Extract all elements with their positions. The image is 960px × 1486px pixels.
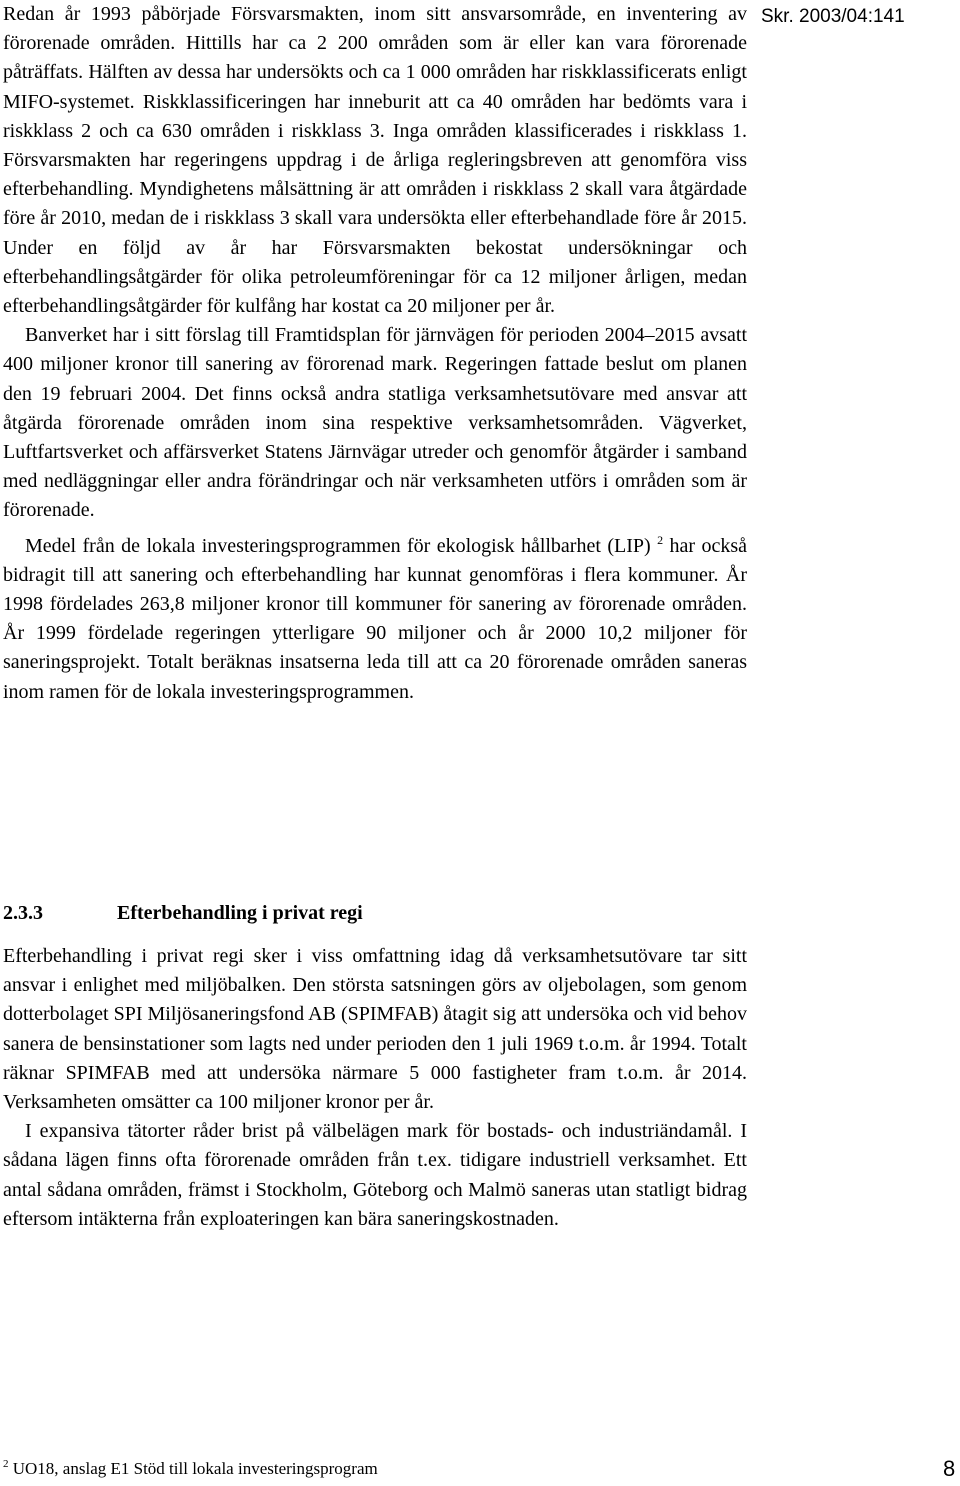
footnote-mark: 2 [3, 1458, 9, 1470]
lip-text-start: Medel från de lokala investeringsprogrammen för ekologisk hållbarhet (LIP) [25, 534, 651, 557]
paragraph-forsvarsmakten: Redan år 1993 påbörjade Försvarsmakten, inom sitt ansvarsområde, en inventering av förorenade områden. Hittills har ca 2 200 områden som är eller kan vara förorenade påträffats. Hälften av dessa har undersökts och ca 1 000 områden har riskklassificerats enligt MIFO-systemet. Riskklassificeringen har inneburit att ca 40 områden har bedömts vara i riskklass 2 och ca 630 områden i riskklass 3. Inga områden klassificerades i riskklass 1. Försvarsmakten har regeringens uppdrag i de årliga regleringsbreven att genomföra viss efterbehandling. Myndighetens målsättning är att områden i riskklass 2 skall vara åtgärdade före år 2010, medan de i riskklass 3 skall vara undersökta eller efterbehandlade före år 2015. Under en följd av år har Försvarsmakten bekostat undersökningar och efterbehandlingsåtgärder för olika petroleumföreningar för ca 12 miljoner årligen, medan efterbehandlingsåtgärder för kulfång har kostat ca 20 miljoner per år. [3, 3, 747, 318]
footnote-text: UO18, anslag E1 Stöd till lokala investeringsprogram [8, 1459, 378, 1478]
paragraph-privat-regi: Efterbehandling i privat regi sker i viss omfattning idag då verksamhetsutövare tar sitt ansvar i enlighet med miljöbalken. Den största satsningen görs av oljebolagen, som genom dotterbolaget SPI Miljösaneringsfond AB (SPIMFAB) åtagit sig att undersöka och vid behov sanera de bensinstationer som lagts ned under perioden den 1 juli 1969 t.o.m. år 1994. Totalt räknar SPIMFAB med att undersöka närmare 5 000 fastigheter fram t.o.m. år 2014. Verksamheten omsätter ca 100 miljoner kronor per år. [3, 945, 747, 1114]
footnote-reference: 2 [657, 532, 664, 547]
section-title: Efterbehandling i privat regi [117, 902, 363, 924]
section-number: 2.3.3 [3, 902, 43, 924]
footnote [3, 1452, 378, 1481]
main-body-text [3, 0, 747, 707]
paragraph-lip [3, 526, 747, 707]
lip-text-end: har också bidragit till att sanering och efterbehandling har kunnat genomföras i flera kommuner. År 1998 fördelades 263,8 miljoner kronor till kommuner för sanering av förorenade områden. År 1999 fördelade regeringen ytterligare 90 miljoner och år 2000 10,2 miljoner för saneringsprojekt. Totalt beräknas insatserna leda till att ca 20 förorenade områden saneras inom ramen för de lokala investeringsprogrammen. [3, 534, 748, 703]
paragraph-banverket: Banverket har i sitt förslag till Framtidsplan för järnvägen för perioden 2004–2015 avsatt 400 miljoner kronor till sanering av förorenad mark. Regeringen fattade beslut om planen den 19 februari 2004. Det finns också andra statliga verksamhetsutövare med ansvar att åtgärda förorenade områden inom sina respektive verksamhetsområden. Vägverket, Luftfartsverket och affärsverket Statens Järnvägar utreder och genomför åtgärder i samband med nedläggningar eller andra förändringar och när verksamheten utförs i områden som är förorenade. [3, 324, 747, 522]
paragraph-tatorter: I expansiva tätorter råder brist på välbelägen mark för bostads- och industriändamål. I sådana lägen finns ofta förorenade områden från t.ex. tidigare industriell verksamhet. Ett antal sådana områden, främst i Stockholm, Göteborg och Malmö saneras utan statligt bidrag eftersom intäkterna från exploateringen kan bära saneringskostnaden. [3, 1120, 747, 1230]
section-body-text [3, 942, 747, 1234]
section-heading [3, 898, 363, 928]
document-reference: Skr. 2003/04:141 [761, 6, 905, 27]
page-number: 8 [943, 1456, 956, 1481]
